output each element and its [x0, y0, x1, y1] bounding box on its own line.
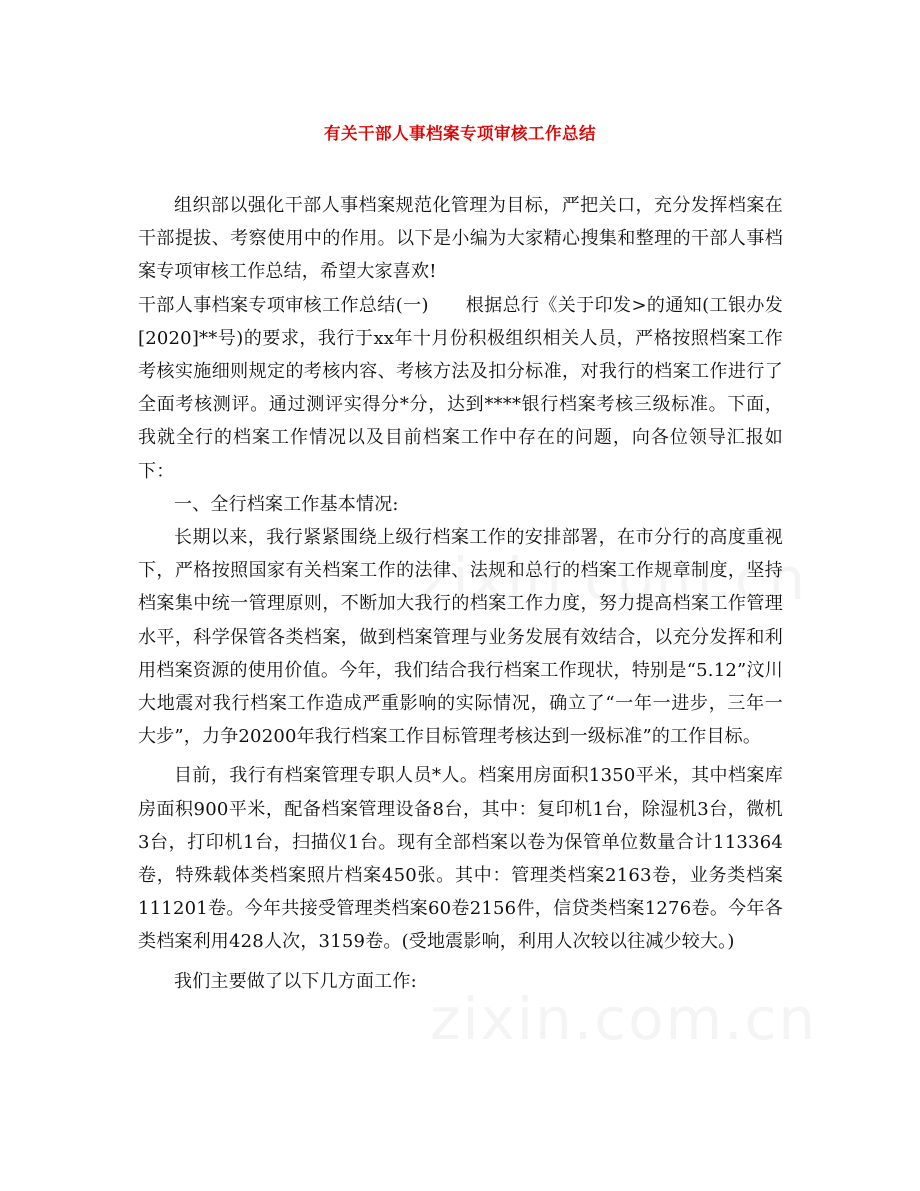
heading-section-one: 一、全行档案工作基本情况:: [174, 493, 399, 515]
document-title: 有关干部人事档案专项审核工作总结: [324, 124, 596, 143]
paragraph-basic-situation: 长期以来，我行紧紧围绕上级行档案工作的安排部署，在市分行的高度重视下，严格按照国家有关档案工作的法律、法规和总行的档案工作规章制度，坚持档案集中统一管理原则，不断加大我行的档案工作力度，努力提高档案工作管理水平，科学保管各类档案，做到档案管理与业务发展有效结合，以充分发挥和利用档案资源的使用价值。今年，我们结合我行档案工作现状，特别是“5.12”汶川大地震对我行档案工作造成严重影响的实际情况，确立了“一年一进步，三年一大步”，力争20200年我行档案工作目标管理考核达到一级标准”的工作目标。: [138, 527, 783, 748]
paragraph-main-work: 我们主要做了以下几方面工作:: [174, 970, 417, 992]
document-body: [138, 189, 783, 998]
paragraph-current-status: 目前，我行有档案管理专职人员*人。档案用房面积1350平米，其中档案库房面积900平米，配备档案管理设备8台，其中：复印机1台，除湿机3台，微机3台，打印机1台，扫描仪1台。现有全部档案以卷为保管单位数量合计113364卷，特殊载体类档案照片档案450张。其中：管理类档案2163卷，业务类档案111201卷。今年共接受管理类档案60卷2156件，信贷类档案1276卷。今年各类档案利用428人次，3159卷。(受地震影响，利用人次较以往减少较大。): [138, 765, 783, 953]
paragraph-summary-one: 干部人事档案专项审核工作总结(一) 根据总行《关于印发>的通知(工银办发[2020]**号)的要求，我行于xx年十月份积极组织相关人员，严格按照档案工作考核实施细则规定的考核内容、考核方法及扣分标准，对我行的档案工作进行了全面考核测评。通过测评实得分*分，达到****银行档案考核三级标准。下面，我就全行的档案工作情况以及目前档案工作中存在的问题，向各位领导汇报如下：: [138, 294, 783, 482]
paragraph-intro: 组织部以强化干部人事档案规范化管理为目标，严把关口，充分发挥档案在干部提拔、考察使用中的作用。以下是小编为大家精心搜集和整理的干部人事档案专项审核工作总结，希望大家喜欢!: [138, 195, 783, 283]
